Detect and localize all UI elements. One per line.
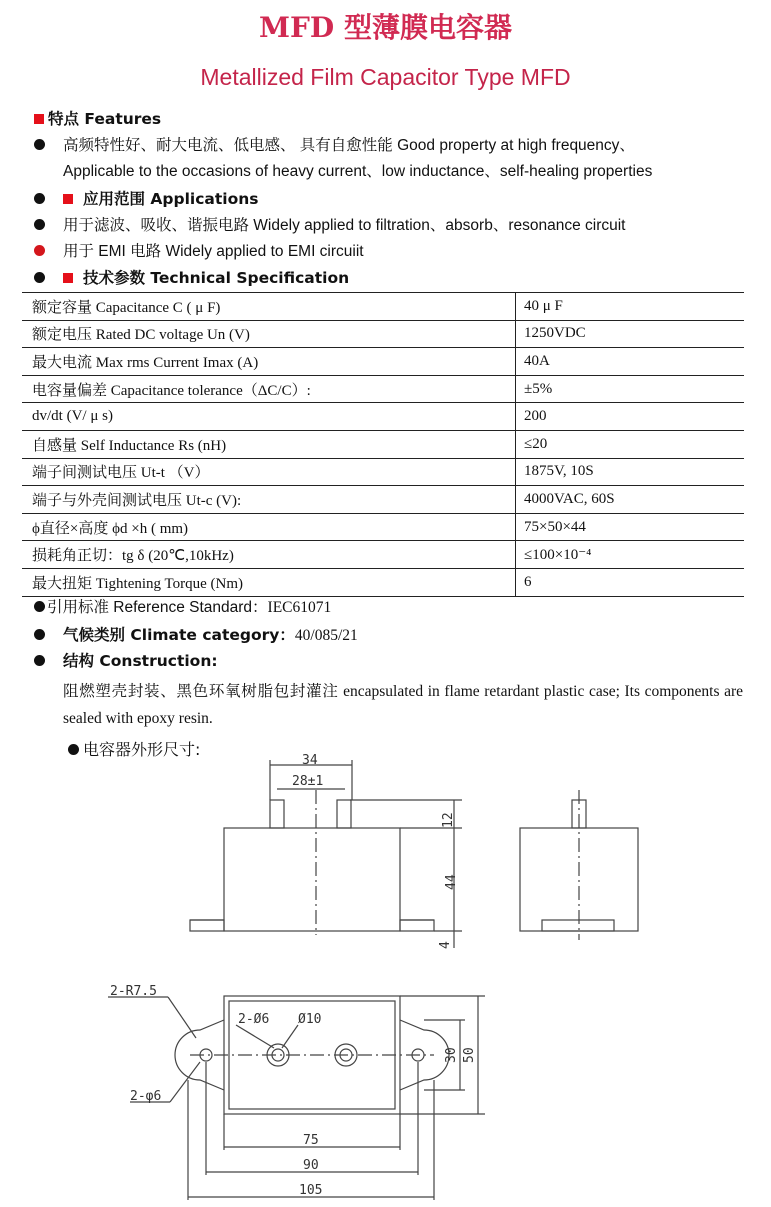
spec-value: 1875V, 10S — [516, 458, 745, 486]
spec-param: 电容量偏差 Capacitance tolerance（ΔC/C）: — [22, 375, 516, 403]
dim-d6b: 2-φ6 — [130, 1089, 162, 1104]
applications-text-1: 用于滤波、吸收、谐振电路 Widely applied to filtration、absorb、resonance circuit — [63, 217, 626, 234]
spec-param: 损耗角正切：tg δ (20℃,10kHz) — [22, 541, 516, 569]
features-line-2: Applicable to the occasions of heavy current、low inductance、self-healing properties — [63, 163, 653, 180]
spec-value: 75×50×44 — [516, 513, 745, 541]
features-text-1: 高频特性好、耐大电流、低电感、 具有自愈性能 Good property at high frequency、 — [63, 137, 635, 154]
climate-label: 气候类别 Climate category： — [63, 626, 295, 644]
applications-text-2: 用于 EMI 电路 Widely applied to EMI circuiit — [63, 243, 364, 260]
page-title-cn: MFD 型薄膜电容器 — [259, 11, 512, 44]
spec-param: 额定容量 Capacitance C ( μ F) — [22, 293, 516, 321]
spec-value: ≤100×10⁻⁴ — [516, 541, 745, 569]
spec-param: 最大电流 Max rms Current Imax (A) — [22, 348, 516, 376]
spec-param: 额定电压 Rated DC voltage Un (V) — [22, 320, 516, 348]
spec-param: 端子与外壳间测试电压 Ut-c (V): — [22, 486, 516, 514]
dim-4: 4 — [438, 941, 453, 949]
spec-value: 40A — [516, 348, 745, 376]
spec-value: 1250VDC — [516, 320, 745, 348]
dim-r75: 2-R7.5 — [110, 984, 157, 999]
dim-28: 28±1 — [292, 774, 324, 789]
dim-30: 30 — [444, 1047, 459, 1063]
reference-value: IEC61071 — [267, 599, 332, 616]
dim-34: 34 — [302, 753, 318, 768]
climate-value: 40/085/21 — [294, 627, 358, 644]
dim-50: 50 — [462, 1047, 477, 1063]
spec-param: 端子间测试电压 Ut-t （V） — [22, 458, 516, 486]
spec-param: dv/dt (V/ μ s) — [22, 403, 516, 431]
dim-44: 44 — [444, 874, 459, 890]
dimensions-heading: 电容器外形尺寸: — [83, 740, 201, 759]
construction-text: 阻燃塑壳封装、黑色环氧树脂包封灌注 encapsulated in flame retardant plastic case; Its components are sealed with epoxy resin. — [63, 683, 743, 727]
spec-heading: 技术参数 Technical Specification — [83, 269, 350, 287]
reference-label: 引用标准 Reference Standard： — [47, 599, 268, 616]
dim-d10: Ø10 — [298, 1012, 322, 1027]
spec-value: 4000VAC, 60S — [516, 486, 745, 514]
spec-value: 40 μ F — [516, 293, 745, 321]
spec-value: ±5% — [516, 375, 745, 403]
dim-75: 75 — [303, 1133, 319, 1148]
page-title-en: Metallized Film Capacitor Type MFD — [200, 64, 571, 90]
spec-value: ≤20 — [516, 430, 745, 458]
flange-right — [400, 920, 434, 931]
dim-90: 90 — [303, 1158, 319, 1173]
features-heading: 特点 Features — [48, 110, 162, 128]
flange-left — [190, 920, 224, 931]
dim-105: 105 — [299, 1183, 323, 1198]
front-body — [224, 828, 400, 931]
construction-label: 结构 Construction: — [63, 652, 218, 670]
applications-heading: 应用范围 Applications — [83, 190, 259, 208]
spec-value: 6 — [516, 568, 745, 596]
spec-param: 自感量 Self Inductance Rs (nH) — [22, 430, 516, 458]
terminal-right — [337, 800, 351, 828]
terminal-left — [270, 800, 284, 828]
spec-value: 200 — [516, 403, 745, 431]
spec-param: 最大扭矩 Tightening Torque (Nm) — [22, 568, 516, 596]
dim-d6a: 2-Ø6 — [238, 1012, 270, 1027]
dim-12: 12 — [441, 812, 456, 828]
spec-param: ϕ直径×高度 ϕd ×h ( mm) — [22, 513, 516, 541]
